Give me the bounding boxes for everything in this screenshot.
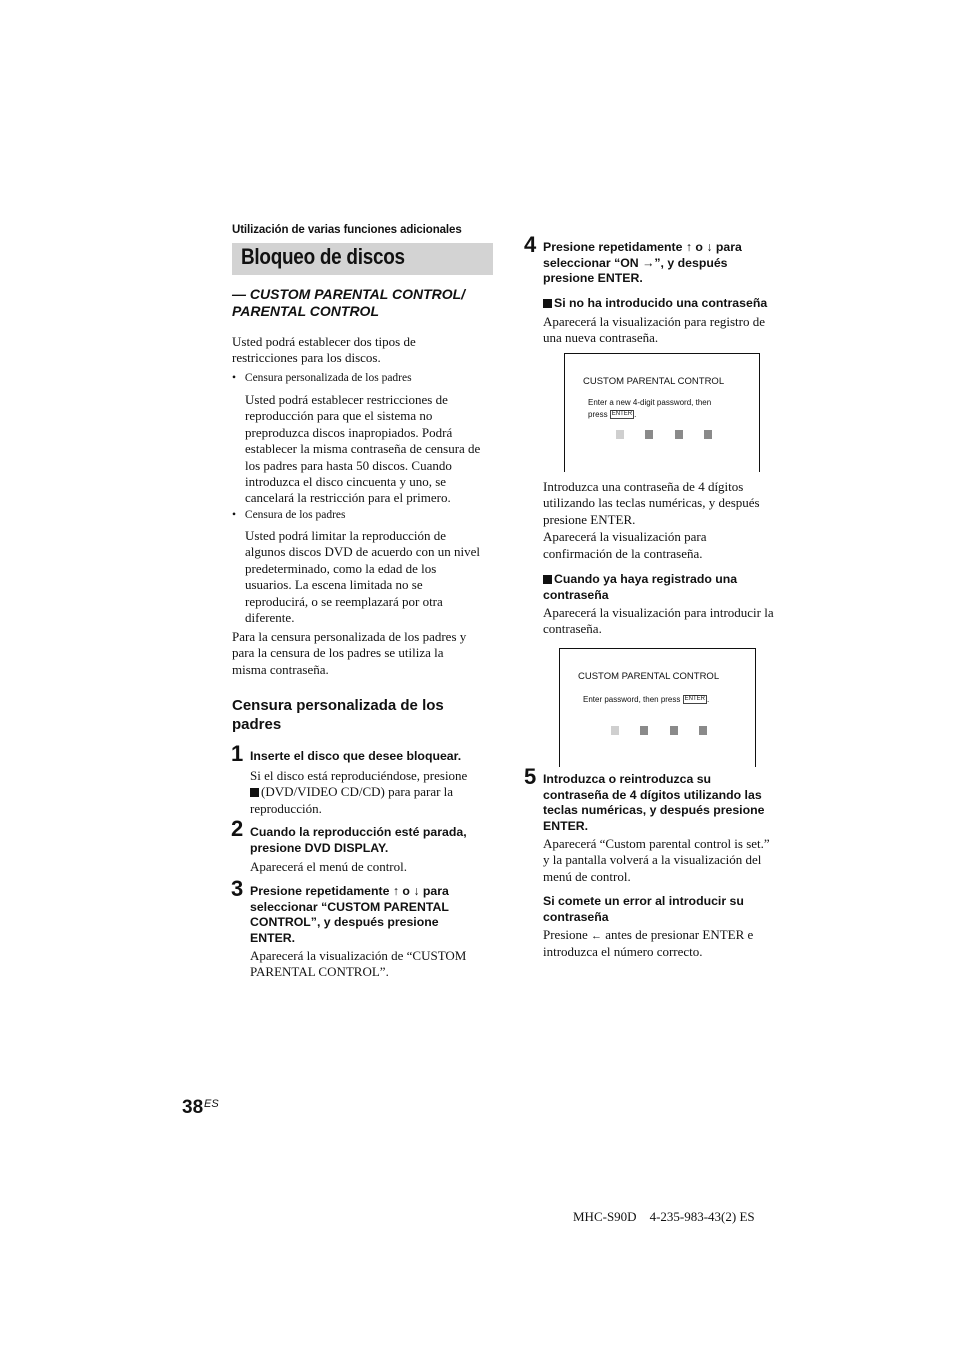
page-language-suffix: ES bbox=[204, 1098, 219, 1110]
intro-paragraph bbox=[232, 334, 497, 367]
step-number-1: 1 bbox=[231, 741, 244, 766]
title-line: presione DVD DISPLAY. bbox=[250, 840, 389, 855]
text-line: reproducción. bbox=[250, 800, 322, 816]
step-5-title bbox=[543, 772, 764, 834]
square-bullet-icon bbox=[543, 299, 552, 308]
message-line bbox=[588, 409, 711, 421]
password-digit-slot bbox=[699, 726, 707, 735]
text-fragment: antes de presionar ENTER e bbox=[605, 927, 754, 942]
stop-icon bbox=[250, 788, 259, 797]
step-number-2: 2 bbox=[231, 816, 244, 841]
title-line: Presione repetidamente ↑ o ↓ para bbox=[543, 240, 742, 254]
title-line: presione ENTER. bbox=[543, 271, 643, 286]
text-line: algunos discos DVD de acuerdo con un nivel bbox=[245, 544, 481, 560]
model-code: MHC-S90D 4-235-983-43(2) ES bbox=[573, 1209, 755, 1224]
step-4-title bbox=[543, 240, 742, 287]
subhead-line: contraseña bbox=[543, 909, 609, 924]
subtitle-line-2: PARENTAL CONTROL bbox=[232, 302, 379, 319]
screen-title: CUSTOM PARENTAL CONTROL bbox=[578, 671, 720, 682]
text-line: Usted podrá limitar la reproducción de bbox=[245, 528, 447, 543]
text-line: Para la censura personalizada de los padres y bbox=[232, 629, 467, 644]
step-number-4: 4 bbox=[524, 232, 537, 257]
message-text: . bbox=[634, 410, 637, 419]
text-line: Aparecerá la visualización para registro de bbox=[543, 314, 765, 329]
text-line: establecer la misma contraseña de censura de bbox=[245, 441, 481, 457]
title-line: Cuando la reproducción esté parada, bbox=[250, 825, 467, 839]
bullet-body-1 bbox=[245, 392, 497, 507]
step-number-3: 3 bbox=[231, 876, 244, 901]
text-line: introduzca el disco cincuenta y uno, se bbox=[245, 474, 447, 490]
step-1-title: Inserte el disco que desee bloquear. bbox=[250, 749, 462, 763]
step-5-body bbox=[543, 836, 770, 885]
page-title: Bloqueo de discos bbox=[241, 244, 405, 269]
section-label: Utilización de varias funciones adicionales bbox=[232, 224, 462, 236]
square-bullet-icon bbox=[543, 575, 552, 584]
subhead-registered-body bbox=[543, 605, 774, 638]
text-line: para la censura de los padres se utiliza la bbox=[232, 645, 444, 661]
title-line: CONTROL”, y después presione bbox=[250, 915, 439, 930]
error-subhead bbox=[543, 894, 744, 925]
text-line: Aparecerá la visualización para bbox=[543, 529, 707, 545]
password-digit-slot bbox=[645, 430, 653, 439]
text-line: Aparecerá la visualización para introducir la bbox=[543, 605, 774, 620]
section-heading bbox=[232, 696, 497, 734]
bullet-label: Censura de los padres bbox=[244, 509, 346, 521]
password-digit-slot bbox=[675, 430, 683, 439]
text-line: Usted podrá establecer dos tipos de bbox=[232, 334, 416, 349]
subhead-line: Si comete un error al introducir su bbox=[543, 894, 744, 908]
shared-password-paragraph bbox=[232, 629, 497, 678]
text-line: confirmación de la contraseña. bbox=[543, 545, 703, 561]
password-digit-slot bbox=[640, 726, 648, 735]
title-line: teclas numéricas, y después presione bbox=[543, 803, 765, 818]
message-text: Enter password, then press bbox=[583, 695, 681, 704]
title-line: contraseña de 4 dígitos utilizando las bbox=[543, 787, 762, 802]
password-digit-slot bbox=[670, 726, 678, 735]
text-line: Aparecerá la visualización de “CUSTOM bbox=[250, 948, 467, 963]
bullet-label: Censura personalizada de los padres bbox=[244, 372, 412, 384]
text-line: menú de control. bbox=[543, 868, 631, 884]
subhead-text: Cuando ya haya registrado una bbox=[554, 572, 738, 586]
bullet-dot: • bbox=[232, 509, 237, 521]
subhead-text: Si no ha introducido una contraseña bbox=[554, 296, 768, 310]
text-line: predeterminado, como la edad de los bbox=[245, 560, 437, 576]
step-1-body bbox=[250, 768, 495, 817]
text-line: usuarios. La escena limitada no se bbox=[245, 577, 423, 593]
message-text: press bbox=[588, 410, 608, 419]
text-line: Si el disco está reproduciéndose, presione bbox=[250, 768, 468, 783]
screen-new-password bbox=[564, 353, 760, 472]
heading-line: padres bbox=[232, 716, 282, 733]
enter-key-icon: ENTER bbox=[684, 696, 705, 703]
subhead-no-password bbox=[543, 296, 767, 312]
text-line bbox=[250, 784, 495, 800]
title-line: seleccionar “CUSTOM PARENTAL bbox=[250, 899, 449, 914]
page-number: 38 bbox=[182, 1097, 204, 1118]
text-line: restricciones para los discos. bbox=[232, 350, 381, 366]
text-line: Aparecerá “Custom parental control is set.” bbox=[543, 836, 770, 851]
title-line: ENTER. bbox=[250, 930, 296, 945]
text-line: contraseña. bbox=[543, 621, 602, 637]
heading-line: Censura personalizada de los bbox=[232, 697, 444, 714]
subtitle-line-1: — CUSTOM PARENTAL CONTROL/ bbox=[232, 286, 466, 302]
page-subtitle bbox=[232, 286, 494, 319]
text-line: cancelará la restricción para el primero. bbox=[245, 490, 451, 506]
text-line: los padres para hasta 50 discos. Cuando bbox=[245, 457, 452, 473]
subhead-registered-password bbox=[543, 572, 737, 603]
text-line: una nueva contraseña. bbox=[543, 330, 659, 346]
subhead-line: contraseña bbox=[543, 587, 609, 602]
subhead-line bbox=[543, 572, 737, 588]
text-line: diferente. bbox=[245, 610, 295, 626]
enter-key-icon: ENTER bbox=[611, 411, 633, 418]
back-arrow-icon: ← bbox=[591, 930, 603, 942]
password-digit-slot-active bbox=[616, 430, 624, 439]
text-line: Usted podrá establecer restricciones de bbox=[245, 392, 448, 407]
title-line: Introduzca o reintroduzca su bbox=[543, 772, 712, 786]
step-3-body bbox=[250, 948, 466, 981]
after-screen-1-text bbox=[543, 479, 760, 562]
screen-message bbox=[583, 694, 709, 706]
text-line: y la pantalla volverá a la visualización del bbox=[543, 852, 762, 868]
message-text: . bbox=[706, 695, 710, 704]
text-line: introduzca el número correcto. bbox=[543, 944, 703, 960]
text-line: preproduzca discos inapropiados. Podrá bbox=[245, 424, 453, 440]
bullet-item-1 bbox=[232, 372, 412, 384]
step-number-5: 5 bbox=[524, 764, 537, 789]
text-line: presione ENTER. bbox=[543, 511, 636, 527]
message-line: Enter a new 4-digit password, then bbox=[588, 398, 712, 407]
text-fragment: Presione bbox=[543, 927, 588, 942]
password-digit-slot-active bbox=[611, 726, 619, 735]
screen-title: CUSTOM PARENTAL CONTROL bbox=[583, 376, 725, 387]
text-line bbox=[543, 927, 753, 944]
text-line: Introduzca una contraseña de 4 dígitos bbox=[543, 479, 744, 494]
password-digit-slot bbox=[704, 430, 712, 439]
screen-enter-password bbox=[559, 648, 756, 767]
title-line: Presione repetidamente ↑ o ↓ para bbox=[250, 884, 449, 898]
text-line: PARENTAL CONTROL”. bbox=[250, 964, 389, 980]
error-body bbox=[543, 927, 753, 961]
step-2-title bbox=[250, 825, 467, 856]
screen-message bbox=[588, 397, 711, 421]
text-line: misma contraseña. bbox=[232, 661, 329, 677]
step-3-title bbox=[250, 884, 449, 946]
step-2-body: Aparecerá el menú de control. bbox=[250, 859, 408, 874]
text-line: reproducción para que el sistema no bbox=[245, 408, 433, 424]
title-line: ENTER. bbox=[543, 818, 589, 833]
text-fragment: (DVD/VIDEO CD/CD) para parar la bbox=[261, 784, 454, 800]
bullet-body-2 bbox=[245, 528, 497, 626]
text-line: utilizando las teclas numéricas, y después bbox=[543, 495, 760, 511]
subhead-no-password-body bbox=[543, 314, 765, 347]
text-line: reproducirá, o se reemplazará por otra bbox=[245, 593, 443, 609]
bullet-item-2 bbox=[232, 509, 346, 521]
title-line: seleccionar “ON →”, y después bbox=[543, 255, 728, 270]
bullet-dot: • bbox=[232, 372, 237, 384]
